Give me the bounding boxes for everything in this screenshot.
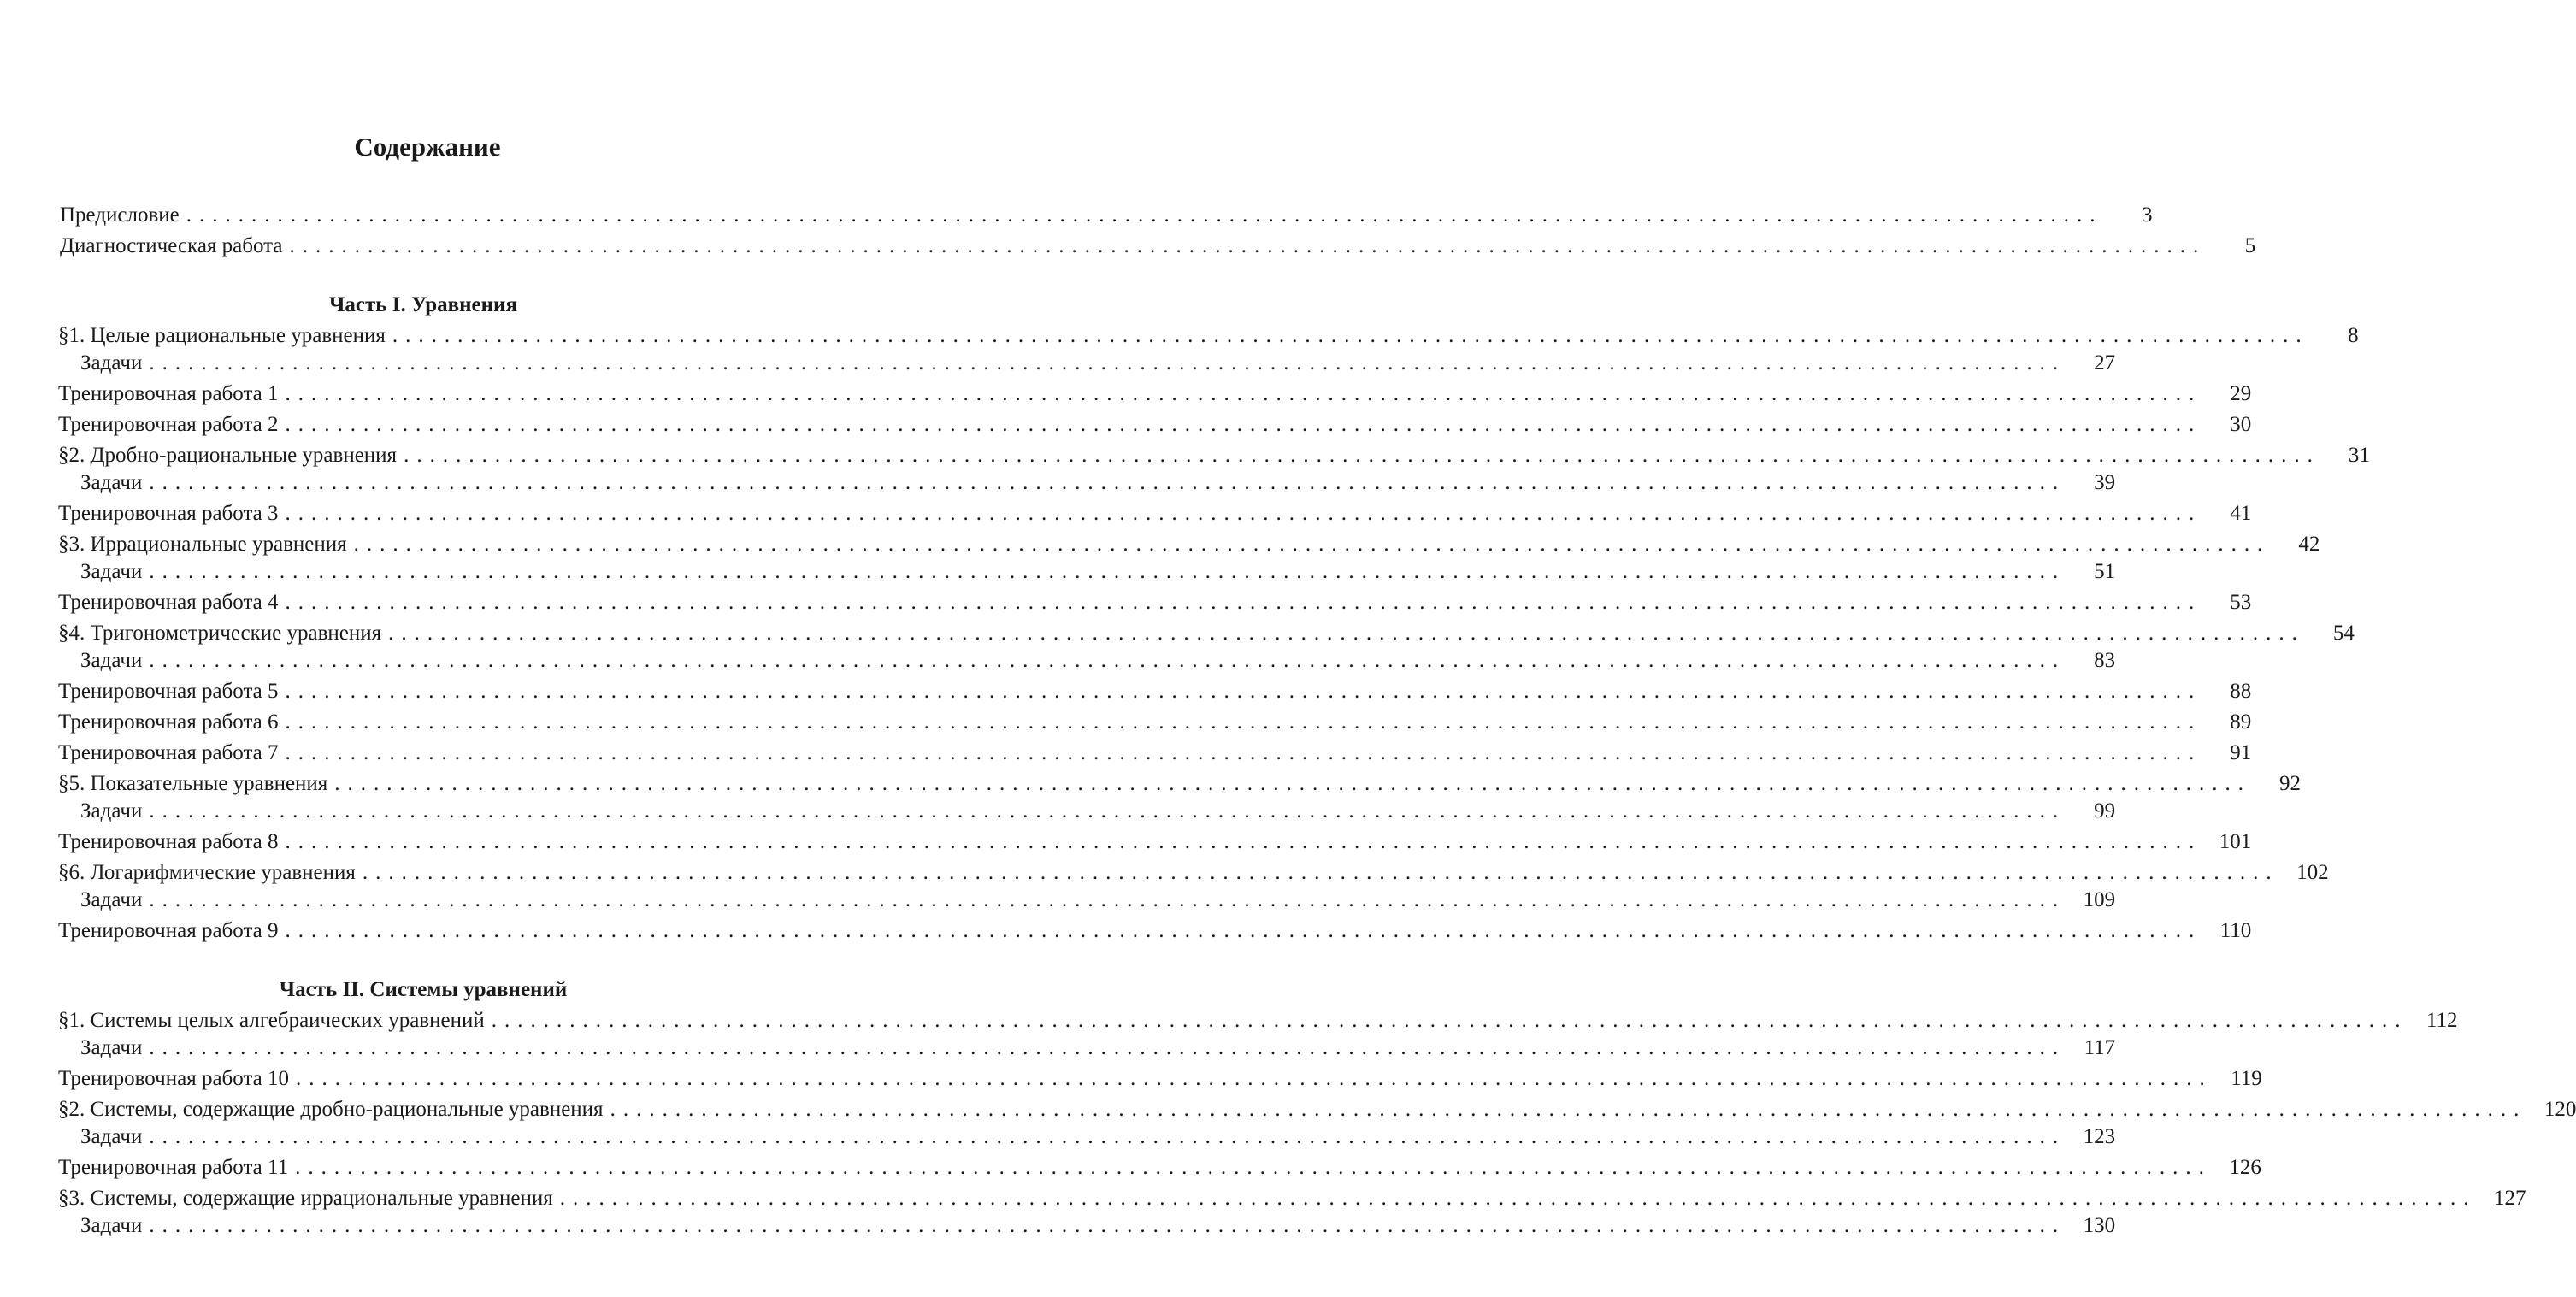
toc-entry-title: §1. Системы целых алгебраических уравнений [58,1009,485,1032]
toc-entry-page: 126 [2229,1156,2261,1179]
toc-entry-page: 112 [2426,1009,2458,1032]
dot-leader: ................................................................................................................................................... [149,649,2066,672]
toc-entry-preface[interactable] [60,201,2153,230]
toc-entry-page: 91 [2230,741,2252,764]
dot-leader: ................................................................................................................................................... [149,1214,2066,1237]
toc-entry-page: 42 [2298,533,2320,556]
toc-entry-page: 30 [2230,413,2252,436]
dot-leader: ................................................................................................................................................... [285,741,2202,764]
toc-entry-section[interactable] [58,1006,2458,1035]
toc-entry-section[interactable] [58,858,2329,887]
toc-entry-page: 31 [2348,444,2370,467]
toc-entry-problems[interactable] [80,469,2116,498]
dot-leader: ................................................................................................................................................... [404,444,2320,467]
toc-entry-title: Задачи [80,1036,143,1059]
toc-entry-title: Тренировочная работа 4 [58,591,279,614]
toc-entry-page: 117 [2084,1036,2116,1059]
toc-entry-page: 5 [2244,234,2256,257]
toc-entry-problems[interactable] [80,1212,2116,1241]
dot-leader: ................................................................................................................................................... [285,710,2202,734]
toc-entry-training[interactable] [58,677,2252,706]
toc-entry-page: 88 [2230,680,2252,703]
toc-entry-title: Задачи [80,351,143,374]
toc-entry-title: §4. Тригонометрические уравнения [58,622,382,645]
toc-entry-section[interactable] [58,1095,2576,1124]
part-heading-1: Часть I. Уравнения [329,293,517,316]
toc-entry-page: 102 [2296,861,2329,884]
toc-entry-problems[interactable] [80,1123,2116,1152]
dot-leader: ................................................................................................................................................... [296,1067,2213,1090]
toc-entry-problems[interactable] [80,646,2116,675]
toc-entry-page: 29 [2230,382,2252,405]
toc-entry-title: Диагностическая работа [60,234,283,257]
toc-entry-title: Тренировочная работа 8 [58,830,279,853]
toc-entry-title: §1. Целые рациональные уравнения [58,324,386,347]
toc-entry-page: 3 [2142,203,2153,227]
toc-entry-title: Предисловие [60,203,180,227]
toc-entry-section[interactable] [58,530,2320,559]
toc-entry-title: Тренировочная работа 11 [58,1156,289,1179]
toc-entry-page: 127 [2494,1187,2526,1210]
toc-entry-training[interactable] [58,917,2252,946]
toc-entry-section[interactable] [58,619,2355,648]
toc-entry-page: 51 [2094,560,2116,583]
dot-leader: ................................................................................................................................................... [285,919,2202,942]
toc-entry-page: 119 [2231,1067,2262,1090]
toc-entry-title: Тренировочная работа 2 [58,413,279,436]
toc-entry-training[interactable] [58,708,2252,737]
toc-entry-title: Тренировочная работа 3 [58,502,279,525]
dot-leader: ................................................................................................................................................... [285,680,2202,703]
toc-entry-diagnostic[interactable] [60,232,2256,261]
toc-entry-title: Задачи [80,799,143,822]
dot-leader: ................................................................................................................................................... [149,560,2066,583]
toc-entry-title: Тренировочная работа 9 [58,919,279,942]
dot-leader: ................................................................................................................................................... [285,502,2202,525]
toc-entry-title: Задачи [80,1125,143,1148]
dot-leader: ................................................................................................................................................... [353,533,2271,556]
toc-entry-page: 109 [2083,888,2116,911]
toc-entry-page: 120 [2544,1098,2576,1121]
toc-entry-training[interactable] [58,380,2252,409]
toc-entry-title: §2. Системы, содержащие дробно-рациональные уравнения [58,1098,604,1121]
dot-leader: ................................................................................................................................................... [334,772,2252,795]
toc-entry-page: 39 [2094,471,2116,494]
toc-entry-page: 92 [2279,772,2302,795]
toc-entry-problems[interactable] [80,1034,2116,1063]
dot-leader: ................................................................................................................................................... [149,1125,2066,1148]
dot-leader: ................................................................................................................................................... [388,622,2305,645]
toc-entry-training[interactable] [58,588,2252,617]
toc-entry-title: Тренировочная работа 1 [58,382,279,405]
toc-entry-title: Тренировочная работа 10 [58,1067,290,1090]
toc-entry-training[interactable] [58,828,2252,857]
toc-entry-page: 123 [2083,1125,2116,1148]
dot-leader: ................................................................................................................................................... [610,1098,2527,1121]
dot-leader: ................................................................................................................................................... [289,234,2207,257]
toc-entry-problems[interactable] [80,797,2116,826]
dot-leader: ................................................................................................................................................... [285,413,2202,436]
dot-leader: ................................................................................................................................................... [559,1187,2477,1210]
toc-entry-title: §3. Системы, содержащие иррациональные уравнения [58,1187,553,1210]
toc-entry-title: §2. Дробно-рациональные уравнения [58,444,398,467]
dot-leader: ................................................................................................................................................... [362,861,2279,884]
toc-entry-page: 54 [2332,622,2355,645]
toc-entry-title: Задачи [80,649,143,672]
toc-entry-page: 41 [2230,502,2252,525]
toc-entry-page: 99 [2094,799,2116,822]
dot-leader: ................................................................................................................................................... [149,799,2066,822]
toc-entry-page: 27 [2094,351,2116,374]
dot-leader: ................................................................................................................................................... [285,591,2202,614]
toc-entry-section[interactable] [58,441,2370,470]
toc-entry-problems[interactable] [80,557,2116,587]
toc-entry-page: 130 [2083,1214,2116,1237]
toc-entry-page: 110 [2219,919,2252,942]
toc-entry-problems[interactable] [80,349,2116,378]
toc-entry-title: Задачи [80,560,143,583]
part-heading-2: Часть II. Системы уравнений [279,978,568,1001]
dot-leader: ................................................................................................................................................... [149,471,2066,494]
toc-entry-training[interactable] [58,1153,2261,1182]
toc-entry-page: 101 [2219,830,2252,853]
toc-entry-title: §3. Иррациональные уравнения [58,533,347,556]
dot-leader: ................................................................................................................................................... [285,382,2202,405]
toc-entry-training[interactable] [58,739,2252,768]
toc-entry-title: Задачи [80,471,143,494]
dot-leader: ................................................................................................................................................... [149,351,2066,374]
toc-entry-title: §6. Логарифмические уравнения [58,861,356,884]
toc-entry-page: 83 [2094,649,2116,672]
toc-entry-title: Тренировочная работа 5 [58,680,279,703]
toc-entry-title: Задачи [80,1214,143,1237]
toc-entry-section[interactable] [58,769,2302,799]
toc-entry-training[interactable] [58,1064,2262,1094]
toc-entry-section[interactable] [58,1184,2526,1213]
dot-leader: ................................................................................................................................................... [491,1009,2408,1032]
dot-leader: ................................................................................................................................................... [392,324,2309,347]
toc-entry-title: Задачи [80,888,143,911]
toc-entry-title: Тренировочная работа 7 [58,741,279,764]
toc-entry-problems[interactable] [80,886,2116,915]
dot-leader: ................................................................................................................................................... [149,888,2066,911]
toc-entry-page: 53 [2230,591,2252,614]
dot-leader: ................................................................................................................................................... [186,203,2103,227]
toc-entry-training[interactable] [58,499,2252,528]
toc-entry-training[interactable] [58,410,2252,439]
page-title: Содержание [354,132,501,162]
dot-leader: ................................................................................................................................................... [285,830,2202,853]
toc-entry-section[interactable] [58,321,2359,351]
toc-entry-title: §5. Показательные уравнения [58,772,328,795]
toc-entry-title: Тренировочная работа 6 [58,710,279,734]
toc-entry-page: 8 [2348,324,2359,347]
dot-leader: ................................................................................................................................................... [295,1156,2212,1179]
dot-leader: ................................................................................................................................................... [149,1036,2066,1059]
toc-entry-page: 89 [2230,710,2252,734]
